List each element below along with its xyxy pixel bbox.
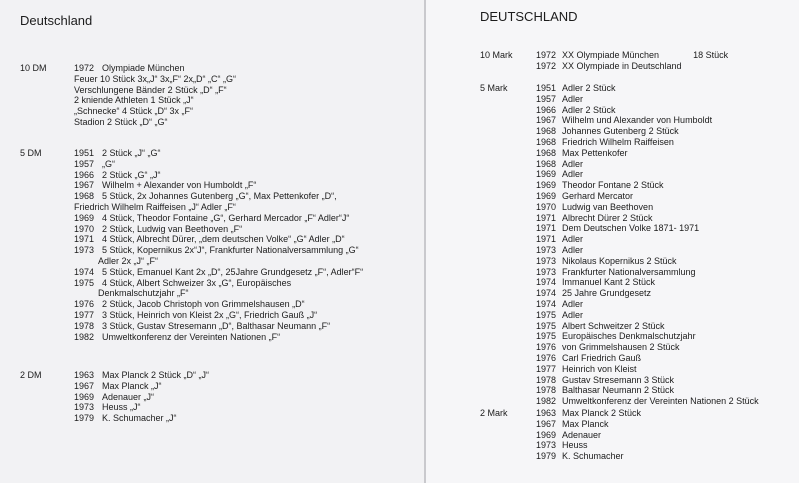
- entry-text: Stadion 2 Stück „D“ „G“: [74, 116, 168, 127]
- list-item: [524, 321, 759, 332]
- entry-year: 1969: [74, 212, 95, 223]
- entry-text: Nikolaus Kopernikus 2 Stück: [562, 255, 677, 266]
- list-item: [524, 105, 759, 116]
- denomination-label: 5 Mark: [480, 83, 508, 93]
- entry-text: Umweltkonferenz der Vereinten Nationen „F“: [102, 331, 281, 342]
- entry-text: Adler: [562, 169, 584, 180]
- entry-text: 4 Stück, Albert Schweizer 3x „G“, Europäisches: [102, 277, 292, 288]
- list-item: [524, 137, 759, 148]
- entry-text: Heinrich von Kleist: [562, 363, 637, 374]
- list-item: [74, 381, 209, 392]
- entry-text: 2 Stück „G“ „J“: [102, 169, 161, 180]
- entry-year: 1974: [74, 266, 95, 277]
- denomination-label: 10 Mark: [480, 50, 513, 60]
- entry-text: Wilhelm + Alexander von Humboldt „F“: [102, 180, 257, 191]
- list-item: [524, 223, 759, 234]
- entry-year: 1979: [74, 413, 95, 424]
- entry-text: Friedrich Wilhelm Raiffeisen „J“ Adler „F“: [74, 201, 236, 212]
- list-item: [524, 331, 759, 342]
- entry-text: Adenauer: [562, 429, 602, 440]
- list-item: [74, 170, 363, 181]
- entry-year: 1976: [535, 342, 556, 353]
- entry-text: 2 Stück, Ludwig van Beethoven „F“: [102, 223, 243, 234]
- list-item: [524, 430, 641, 441]
- entry-year: 1978: [535, 385, 556, 396]
- entry-text: Albrecht Dürer 2 Stück: [562, 212, 653, 223]
- list-item: [74, 159, 363, 170]
- entry-year: 1968: [535, 126, 556, 137]
- entry-text: Johannes Gutenberg 2 Stück: [562, 126, 679, 137]
- list-item: [524, 396, 759, 407]
- list-item: [524, 234, 759, 245]
- list-item: [524, 202, 759, 213]
- list-item: [524, 94, 759, 105]
- entry-year: 1971: [535, 223, 556, 234]
- entry-year: 1973: [535, 266, 556, 277]
- entry-text: Adler 2 Stück: [562, 83, 616, 93]
- entry-year: 1973: [535, 440, 556, 451]
- list-item: [524, 385, 759, 396]
- list-item: [74, 224, 363, 235]
- entry-year: 1963: [74, 370, 95, 380]
- entry-list: [74, 148, 363, 342]
- entry-year: 1971: [74, 234, 95, 245]
- entry-year: 1977: [74, 309, 95, 320]
- entry-text: 2 kniende Athleten 1 Stück „J“: [74, 95, 194, 106]
- list-item: [74, 392, 209, 403]
- entry-year: 1972: [535, 60, 556, 71]
- list-item: [524, 310, 759, 321]
- entry-year: 1978: [74, 320, 95, 331]
- list-item: [74, 278, 363, 289]
- entry-text: Olympiade München: [102, 63, 185, 73]
- entry-text: Max Planck 2 Stück „D“ „J“: [102, 370, 210, 380]
- entry-text: Denkmalschutzjahr „F“: [98, 288, 189, 299]
- entry-year: 1967: [74, 380, 95, 391]
- list-item: [74, 288, 363, 299]
- entry-year: 1975: [535, 320, 556, 331]
- entry-year: 1951: [535, 83, 556, 93]
- list-item: [74, 85, 236, 96]
- entry-text: Heuss: [562, 440, 588, 451]
- entry-year: 1973: [535, 244, 556, 255]
- list-item: [74, 370, 209, 381]
- list-item: [524, 83, 759, 94]
- list-item: [524, 451, 641, 462]
- list-item: [524, 277, 759, 288]
- list-item: [524, 50, 728, 61]
- entry-year: 1972: [535, 50, 556, 60]
- list-item: [74, 234, 363, 245]
- list-item: [524, 126, 759, 137]
- list-item: [74, 148, 363, 159]
- entry-text: 5 Stück, Emanuel Kant 2x „D“, 25Jahre Grundgesetz „F“, Adler“F“: [102, 266, 364, 277]
- entry-text: 4 Stück, Theodor Fontaine „G“, Gerhard Mercador „F“ Adler“J“: [102, 212, 350, 223]
- entry-text: Adler: [562, 93, 584, 104]
- entry-text: 3 Stück, Heinrich von Kleist 2x „G“, Friedrich Gauß „J“: [102, 309, 318, 320]
- list-item: [74, 310, 363, 321]
- entry-year: 1957: [74, 158, 95, 169]
- entry-text: 2 Stück „J“ „G“: [102, 148, 161, 158]
- entry-text: von Grimmelshausen 2 Stück: [562, 342, 680, 353]
- entry-text: XX Olympiade in Deutschland: [562, 60, 682, 71]
- entry-text: 4 Stück, Albrecht Dürer, „dem deutschen Volke“ „G“ Adler „D“: [102, 234, 345, 245]
- entry-text: Dem Deutschen Volke 1871- 1971: [562, 223, 700, 234]
- entry-year: 1976: [535, 352, 556, 363]
- entry-year: 1969: [74, 391, 95, 402]
- list-item: [74, 299, 363, 310]
- entry-year: 1978: [535, 374, 556, 385]
- entry-text: 2 Stück, Jacob Christoph von Grimmelshausen „D“: [102, 299, 305, 310]
- entry-text: Adler: [562, 298, 584, 309]
- list-item: [524, 148, 759, 159]
- list-item: [524, 191, 759, 202]
- list-item: [74, 267, 363, 278]
- list-item: [74, 202, 363, 213]
- entry-text: Theodor Fontane 2 Stück: [562, 180, 664, 191]
- list-item: [74, 413, 209, 424]
- entry-year: 1979: [535, 451, 556, 462]
- entry-year: 1967: [535, 115, 556, 126]
- entry-text: Adenauer „J“: [102, 391, 155, 402]
- entry-year: 1968: [535, 147, 556, 158]
- entry-year: 1971: [535, 212, 556, 223]
- entry-text: Wilhelm und Alexander von Humboldt: [562, 115, 713, 126]
- list-item: [524, 169, 759, 180]
- entry-list: [74, 63, 236, 128]
- entry-year: 1966: [74, 169, 95, 180]
- list-item: [74, 213, 363, 224]
- entry-year: 1974: [535, 288, 556, 299]
- entry-year: 1974: [535, 298, 556, 309]
- entry-text: Adler: [562, 158, 584, 169]
- entry-text: „Schnecke“ 4 Stück „D“ 3x „F“: [74, 106, 194, 117]
- entry-year: 1977: [535, 363, 556, 374]
- entry-year: 1963: [535, 408, 556, 418]
- entry-year: 1971: [535, 234, 556, 245]
- list-item: [74, 245, 363, 256]
- entry-text: Balthasar Neumann 2 Stück: [562, 385, 675, 396]
- entry-year: 1973: [74, 245, 95, 256]
- list-item: [524, 213, 759, 224]
- list-item: [74, 332, 363, 343]
- entry-year: 1967: [74, 180, 95, 191]
- list-item: [74, 74, 236, 85]
- entry-year: 1967: [535, 418, 556, 429]
- list-item: [524, 353, 759, 364]
- list-item: [74, 117, 236, 128]
- entry-year: 1982: [74, 331, 95, 342]
- entry-text: Heuss „J“: [102, 402, 141, 413]
- entry-text: Albert Schweitzer 2 Stück: [562, 320, 665, 331]
- entry-text: Gustav Stresemann 3 Stück: [562, 374, 675, 385]
- entry-text: Carl Friedrich Gauß: [562, 352, 642, 363]
- entry-text: Adler 2 Stück: [562, 104, 616, 115]
- entry-text: Adler 2x „J“ „F“: [98, 255, 159, 266]
- entry-text: Max Planck „J“: [102, 380, 162, 391]
- entry-year: 1982: [535, 396, 556, 407]
- entry-year: 1972: [74, 63, 95, 73]
- entry-text: Max Pettenkofer: [562, 147, 628, 158]
- list-item: [524, 256, 759, 267]
- entry-text: Adler: [562, 309, 584, 320]
- entry-text: Max Planck: [562, 418, 609, 429]
- entry-year: 1968: [535, 158, 556, 169]
- list-item: [74, 63, 236, 74]
- list-item: [524, 245, 759, 256]
- right-page: [426, 0, 799, 483]
- entry-year: 1969: [535, 429, 556, 440]
- entry-text: Adler: [562, 234, 584, 245]
- entry-year: 1966: [535, 104, 556, 115]
- entry-text: 3 Stück, Gustav Stresemann „D“, Balthasar Neumann „F“: [102, 320, 331, 331]
- entry-year: 1974: [535, 277, 556, 288]
- list-item: [524, 408, 641, 419]
- list-item: [524, 375, 759, 386]
- entry-list: [524, 408, 641, 462]
- entry-year: 1973: [74, 402, 95, 413]
- entry-text: XX Olympiade München: [562, 50, 660, 60]
- entry-year: 1976: [74, 299, 95, 310]
- entry-year: 1957: [535, 93, 556, 104]
- denomination-label: 2 DM: [20, 370, 42, 380]
- list-item: [74, 256, 363, 267]
- entry-text: Umweltkonferenz der Vereinten Nationen 2 Stück: [562, 396, 759, 407]
- entry-text: 5 Stück, Kopernikus 2x“J“, Frankfurter Nationalversammlung „G“: [102, 245, 359, 256]
- denomination-label: 2 Mark: [480, 408, 508, 418]
- entry-list: [524, 83, 759, 407]
- right-page-title: DEUTSCHLAND: [480, 9, 578, 24]
- entry-year: 1975: [535, 331, 556, 342]
- entry-text: 5 Stück, 2x Johannes Gutenberg „G“, Max Pettenkofer „D“,: [102, 191, 337, 202]
- list-item: [524, 115, 759, 126]
- entry-text: Verschlungene Bänder 2 Stück „D“ „F“: [74, 84, 227, 95]
- list-item: [74, 402, 209, 413]
- list-item: [524, 419, 641, 430]
- entry-year: 1969: [535, 180, 556, 191]
- entry-year: 1969: [535, 169, 556, 180]
- entry-year: 1951: [74, 148, 95, 158]
- entry-text: „G“: [102, 158, 115, 169]
- entry-text: Adler: [562, 244, 584, 255]
- entry-count: 18 Stück: [693, 50, 729, 60]
- entry-year: 1975: [535, 309, 556, 320]
- entry-list: [74, 370, 209, 424]
- entry-text: Gerhard Mercator: [562, 190, 634, 201]
- list-item: [524, 299, 759, 310]
- entry-list: [524, 50, 728, 72]
- list-item: [524, 61, 728, 72]
- entry-text: Max Planck 2 Stück: [562, 408, 642, 418]
- list-item: [524, 364, 759, 375]
- list-item: [74, 191, 363, 202]
- entry-year: 1970: [74, 223, 95, 234]
- denomination-label: 5 DM: [20, 148, 42, 158]
- entry-text: Feuer 10 Stück 3x„J“ 3x„F“ 2x„D“ „C“ „G“: [74, 73, 237, 84]
- list-item: [524, 288, 759, 299]
- entry-year: 1975: [74, 277, 95, 288]
- entry-text: Immanuel Kant 2 Stück: [562, 277, 656, 288]
- list-item: [524, 180, 759, 191]
- entry-year: 1970: [535, 201, 556, 212]
- entry-year: 1973: [535, 255, 556, 266]
- entry-text: 25 Jahre Grundgesetz: [562, 288, 652, 299]
- list-item: [74, 106, 236, 117]
- denomination-label: 10 DM: [20, 63, 47, 73]
- list-item: [74, 321, 363, 332]
- list-item: [74, 180, 363, 191]
- entry-text: K. Schumacher: [562, 451, 624, 462]
- list-item: [74, 95, 236, 106]
- entry-text: Europäisches Denkmalschutzjahr: [562, 331, 696, 342]
- entry-year: 1968: [535, 136, 556, 147]
- list-item: [524, 159, 759, 170]
- entry-year: 1968: [74, 191, 95, 202]
- entry-text: Frankfurter Nationalversammlung: [562, 266, 696, 277]
- left-page-title: Deutschland: [20, 13, 93, 28]
- list-item: [524, 267, 759, 278]
- list-item: [524, 440, 641, 451]
- entry-text: Friedrich Wilhelm Raiffeisen: [562, 136, 674, 147]
- entry-text: Ludwig van Beethoven: [562, 201, 654, 212]
- entry-year: 1969: [535, 190, 556, 201]
- list-item: [524, 342, 759, 353]
- entry-text: K. Schumacher „J“: [102, 413, 177, 424]
